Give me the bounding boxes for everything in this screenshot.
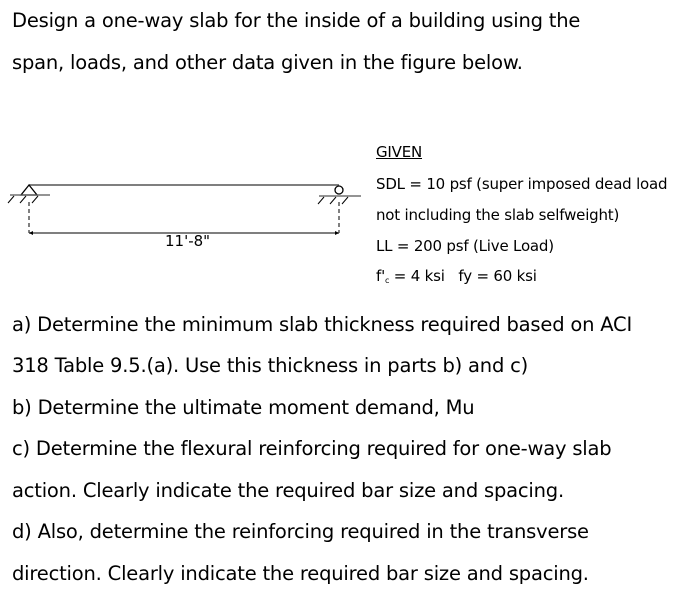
question-d-line-2: direction. Clearly indicate the required bar size and spacing. bbox=[12, 562, 589, 585]
intro-line-1: Design a one-way slab for the inside of a building using the bbox=[12, 9, 581, 32]
given-title: GIVEN bbox=[376, 143, 423, 161]
question-c-line-1: c) Determine the flexural reinforcing required for one-way slab bbox=[12, 437, 612, 460]
given-material-line bbox=[376, 267, 537, 285]
given-sdl-line-1: SDL = 10 psf (super imposed dead load bbox=[376, 175, 668, 193]
fc-prefix: f' bbox=[376, 267, 386, 285]
intro-line-2: span, loads, and other data given in the figure below. bbox=[12, 51, 523, 74]
question-d-line-1: d) Also, determine the reinforcing required in the transverse bbox=[12, 520, 589, 543]
fc-rest: = 4 ksi fy = 60 ksi bbox=[389, 267, 537, 285]
question-b-line-1: b) Determine the ultimate moment demand, Mu bbox=[12, 396, 475, 419]
given-ll-line: LL = 200 psf (Live Load) bbox=[376, 237, 554, 255]
pin-support-icon bbox=[8, 185, 50, 203]
fc-subscript: c bbox=[385, 276, 390, 285]
question-a-line-2: 318 Table 9.5.(a). Use this thickness in parts b) and c) bbox=[12, 354, 529, 377]
question-c-line-2: action. Clearly indicate the required bar size and spacing. bbox=[12, 479, 564, 502]
roller-support-icon bbox=[318, 186, 361, 204]
given-sdl-line-2: not including the slab selfweight) bbox=[376, 206, 620, 224]
question-a-line-1: a) Determine the minimum slab thickness required based on ACI bbox=[12, 313, 633, 336]
span-label: 11'-8" bbox=[165, 232, 211, 250]
